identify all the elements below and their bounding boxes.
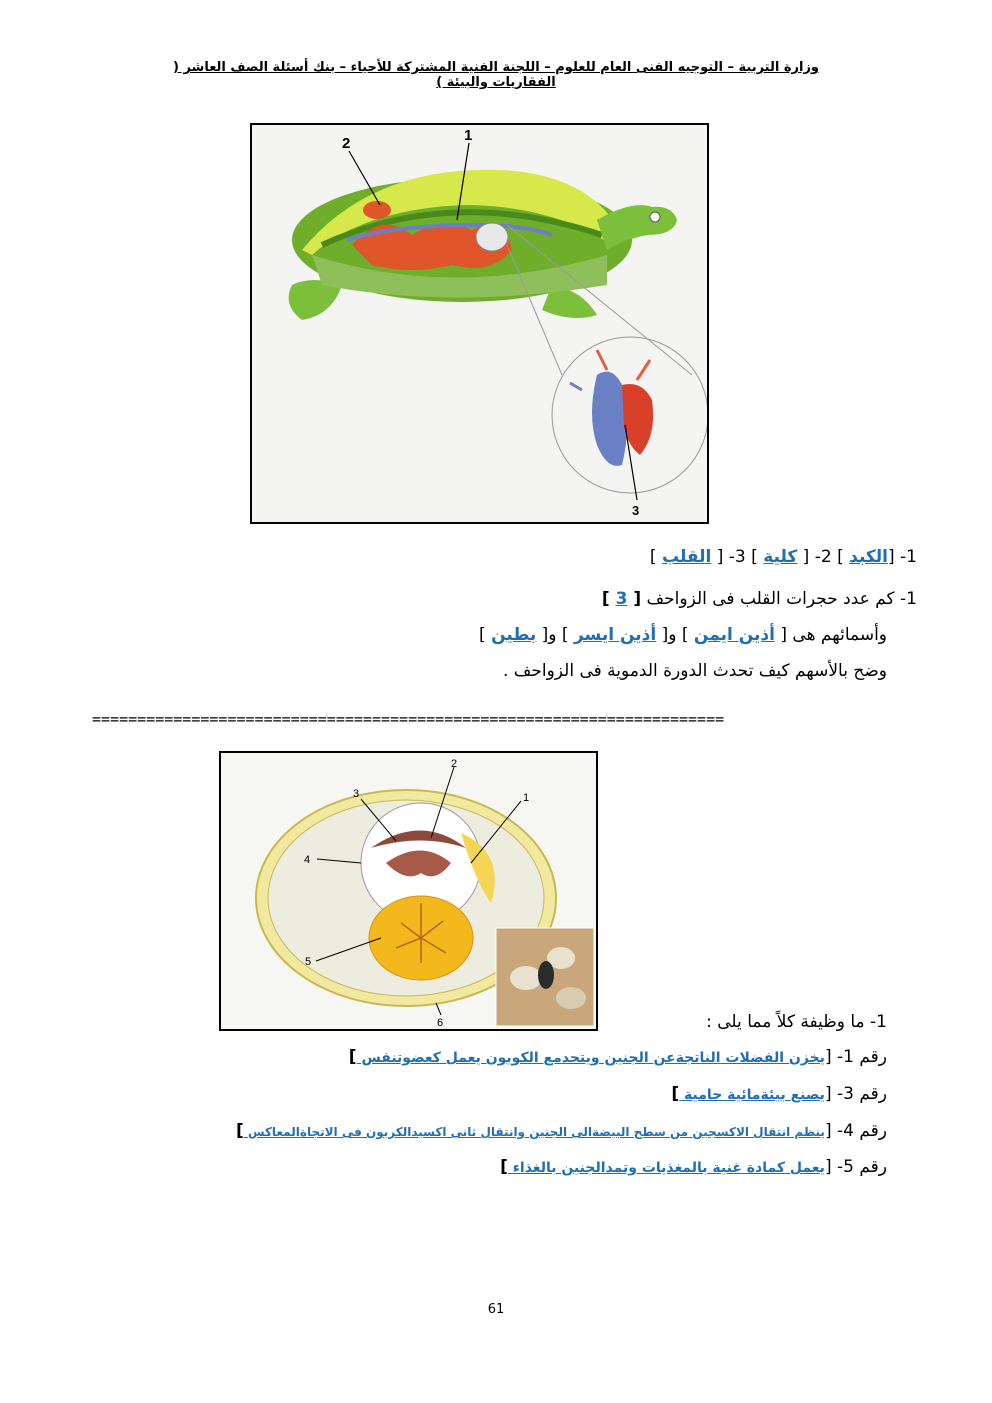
q2-names-suffix: ]	[479, 625, 492, 645]
q1-mid2: ] 3- [	[711, 547, 764, 567]
q3-item-5-label: رقم 5- [	[824, 1157, 887, 1177]
answer-ventricle: بطين	[491, 625, 537, 645]
answer-liver: الكبد	[849, 547, 888, 567]
q2-names-mid1: ] و[	[656, 625, 694, 645]
figure1-label-1: 1	[464, 127, 473, 144]
q3-item-4-close: ]	[236, 1121, 244, 1141]
q1-mid1: ] 2- [	[797, 547, 850, 567]
q3-question: 1- ما وظيفة كلاً مما يلى :	[706, 1012, 887, 1032]
figure2-label-4: 4	[304, 854, 311, 866]
figure2-label-2: 2	[451, 758, 458, 770]
figure2-label-3: 3	[353, 788, 360, 800]
figure1-label-2: 2	[342, 135, 351, 152]
answer-allantois-function: يخزن الفضلات الناتجةعن الجنين ويتحدمع الكويون يعمل كعضوتنفس	[356, 1050, 825, 1066]
q2-question: 1- كم عدد حجرات القلب فى الزواحف	[641, 589, 917, 609]
q1-prefix: 1- [	[888, 547, 917, 567]
egg-diagram	[221, 753, 596, 1029]
answer-kidney: كلية	[763, 547, 798, 567]
answer-right-atrium: أذين ايمن	[693, 625, 775, 645]
q3-item-4	[236, 1121, 887, 1141]
turtle-diagram	[252, 125, 707, 522]
answer-amnion-function: يصنع بيئةمائية حامية	[679, 1087, 825, 1103]
answer-chamber-count: 3	[615, 589, 628, 609]
page-header: وزارة التربية – التوجيه الفنى العام للعلوم – اللجنة الفنية المشتركة للأحياء – بنك أسئلة الصف العاشر ( الفقاريات والبيئة )	[172, 60, 820, 90]
q2-names-line	[479, 625, 887, 645]
q3-item-3	[671, 1084, 887, 1104]
q2-chambers-line: 1- كم عدد حجرات القلب فى الزواحف [ 3 ]	[601, 589, 917, 609]
figure1-label-3: 3	[632, 503, 640, 518]
answer-chorion-function: ينظم انتقال الاكسجين من سطح البيضةالى الجنين وانتقال ثانى اكسيدالكربون فى الاتجاةالمعاكس	[243, 1125, 825, 1139]
q1-organs-line	[650, 547, 917, 567]
figure2-label-1: 1	[523, 792, 530, 804]
q3-item-1-close: ]	[348, 1047, 357, 1067]
q3-item-5	[500, 1157, 887, 1177]
q2-names-prefix: وأسمائهم هى [	[774, 625, 887, 645]
page-number: 61	[487, 1302, 505, 1317]
q1-suffix: ]	[649, 547, 662, 567]
figure2-label-5: 5	[305, 956, 312, 968]
answer-heart: القلب	[661, 547, 712, 567]
section-separator: ======================================================================	[92, 710, 725, 728]
q3-item-1-label: رقم 1- [	[824, 1047, 887, 1067]
q3-item-4-label: رقم 4- [	[824, 1121, 887, 1141]
q3-item-1	[349, 1047, 887, 1067]
q2-explain-line: وضح بالأسهم كيف تحدث الدورة الدموية فى الزواحف .	[502, 661, 887, 681]
q3-item-5-close: ]	[500, 1157, 508, 1177]
egg-figure	[219, 751, 598, 1031]
q2-names-mid2: ] و[	[536, 625, 574, 645]
answer-yolk-function: يعمل كمادة غنية بالمغذيات وتمدالجنين بالغذاء	[507, 1160, 825, 1176]
figure2-label-6: 6	[437, 1017, 444, 1029]
q3-item-3-close: ]	[671, 1084, 680, 1104]
turtle-anatomy-figure	[250, 123, 709, 524]
answer-left-atrium: أذين ايسر	[573, 625, 657, 645]
q3-item-3-label: رقم 3- [	[824, 1084, 887, 1104]
